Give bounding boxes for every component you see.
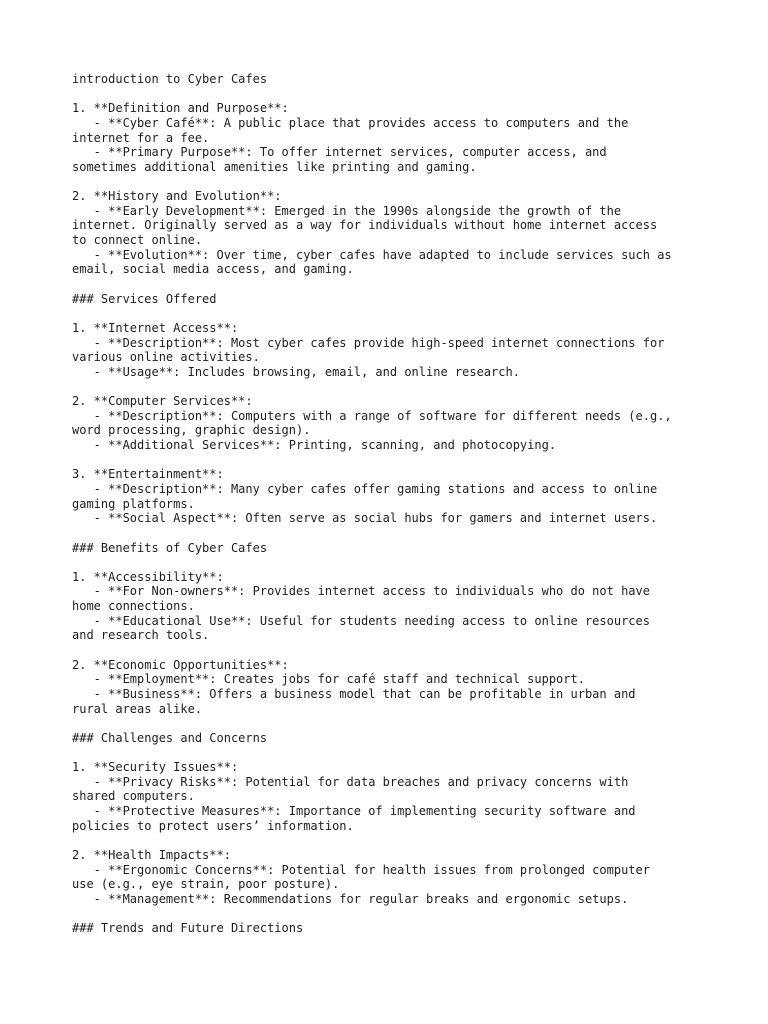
numbered-item: 2. **Computer Services**: [72, 394, 253, 409]
text-line: shared computers. [72, 789, 195, 804]
blank-line [72, 745, 712, 760]
blank-line [72, 643, 712, 658]
blank-line [72, 174, 712, 189]
blank-line [72, 379, 712, 394]
text-line: policies to protect users’ information. [72, 818, 354, 833]
text-line: internet for a fee. [72, 130, 210, 145]
text-line: rural areas alike. [72, 701, 203, 716]
numbered-item: 2. **Health Impacts**: [72, 847, 231, 862]
bullet-item: - **Usage**: Includes browsing, email, and online research. [72, 364, 520, 379]
bullet-item: - **Protective Measures**: Importance of implementing security software and [72, 804, 636, 819]
bullet-item: - **Evolution**: Over time, cyber cafes have adapted to include services such as [72, 247, 672, 262]
text-line: sometimes additional amenities like printing and gaming. [72, 159, 477, 174]
numbered-item: 1. **Internet Access**: [72, 320, 239, 335]
numbered-item: 3. **Entertainment**: [72, 467, 224, 482]
blank-line [72, 555, 712, 570]
section-heading: ### Trends and Future Directions [72, 921, 304, 936]
text-line: email, social media access, and gaming. [72, 262, 354, 277]
document-page [72, 72, 712, 936]
blank-line [72, 907, 712, 922]
text-line: various online activities. [72, 350, 260, 365]
bullet-item: - **Social Aspect**: Often serve as social hubs for gamers and internet users. [72, 511, 658, 526]
numbered-item: 2. **Economic Opportunities**: [72, 657, 289, 672]
text-line: word processing, graphic design). [72, 423, 311, 438]
section-heading: ### Challenges and Concerns [72, 730, 268, 745]
blank-line [72, 833, 712, 848]
document-title: introduction to Cyber Cafes [72, 72, 268, 86]
text-line: gaming platforms. [72, 496, 195, 511]
blank-line [72, 277, 712, 292]
bullet-item: - **Privacy Risks**: Potential for data breaches and privacy concerns with [72, 774, 629, 789]
text-line: internet. Originally served as a way for individuals without home internet access [72, 218, 658, 233]
bullet-item: - **Cyber Café**: A public place that provides access to computers and the [72, 115, 629, 130]
bullet-item: - **Early Development**: Emerged in the 1990s alongside the growth of the [72, 203, 622, 218]
numbered-item: 1. **Definition and Purpose**: [72, 101, 289, 116]
blank-line [72, 716, 712, 731]
bullet-item: - **Additional Services**: Printing, scanning, and photocopying. [72, 438, 557, 453]
blank-line [72, 453, 712, 468]
bullet-item: - **Educational Use**: Useful for students needing access to online resources [72, 613, 650, 628]
bullet-item: - **Description**: Computers with a range of software for different needs (e.g., [72, 408, 672, 423]
bullet-item: - **Employment**: Creates jobs for café staff and technical support. [72, 672, 585, 687]
document-body [72, 72, 712, 936]
blank-line [72, 87, 712, 102]
bullet-item: - **Description**: Many cyber cafes offer gaming stations and access to online [72, 481, 658, 496]
bullet-item: - **Description**: Most cyber cafes provide high-speed internet connections for [72, 335, 665, 350]
section-heading: ### Benefits of Cyber Cafes [72, 540, 268, 555]
section-heading: ### Services Offered [72, 291, 217, 306]
text-line: use (e.g., eye strain, poor posture). [72, 877, 340, 892]
bullet-item: - **Ergonomic Concerns**: Potential for health issues from prolonged computer [72, 862, 650, 877]
text-line: to connect online. [72, 233, 203, 248]
numbered-item: 2. **History and Evolution**: [72, 189, 282, 204]
bullet-item: - **Business**: Offers a business model that can be profitable in urban and [72, 686, 636, 701]
bullet-item: - **Management**: Recommendations for regular breaks and ergonomic setups. [72, 891, 629, 906]
blank-line [72, 526, 712, 541]
bullet-item: - **For Non-owners**: Provides internet access to individuals who do not have [72, 584, 650, 599]
numbered-item: 1. **Accessibility**: [72, 569, 224, 584]
numbered-item: 1. **Security Issues**: [72, 760, 239, 775]
bullet-item: - **Primary Purpose**: To offer internet services, computer access, and [72, 145, 607, 160]
text-line: home connections. [72, 599, 195, 614]
blank-line [72, 306, 712, 321]
text-line: and research tools. [72, 628, 210, 643]
